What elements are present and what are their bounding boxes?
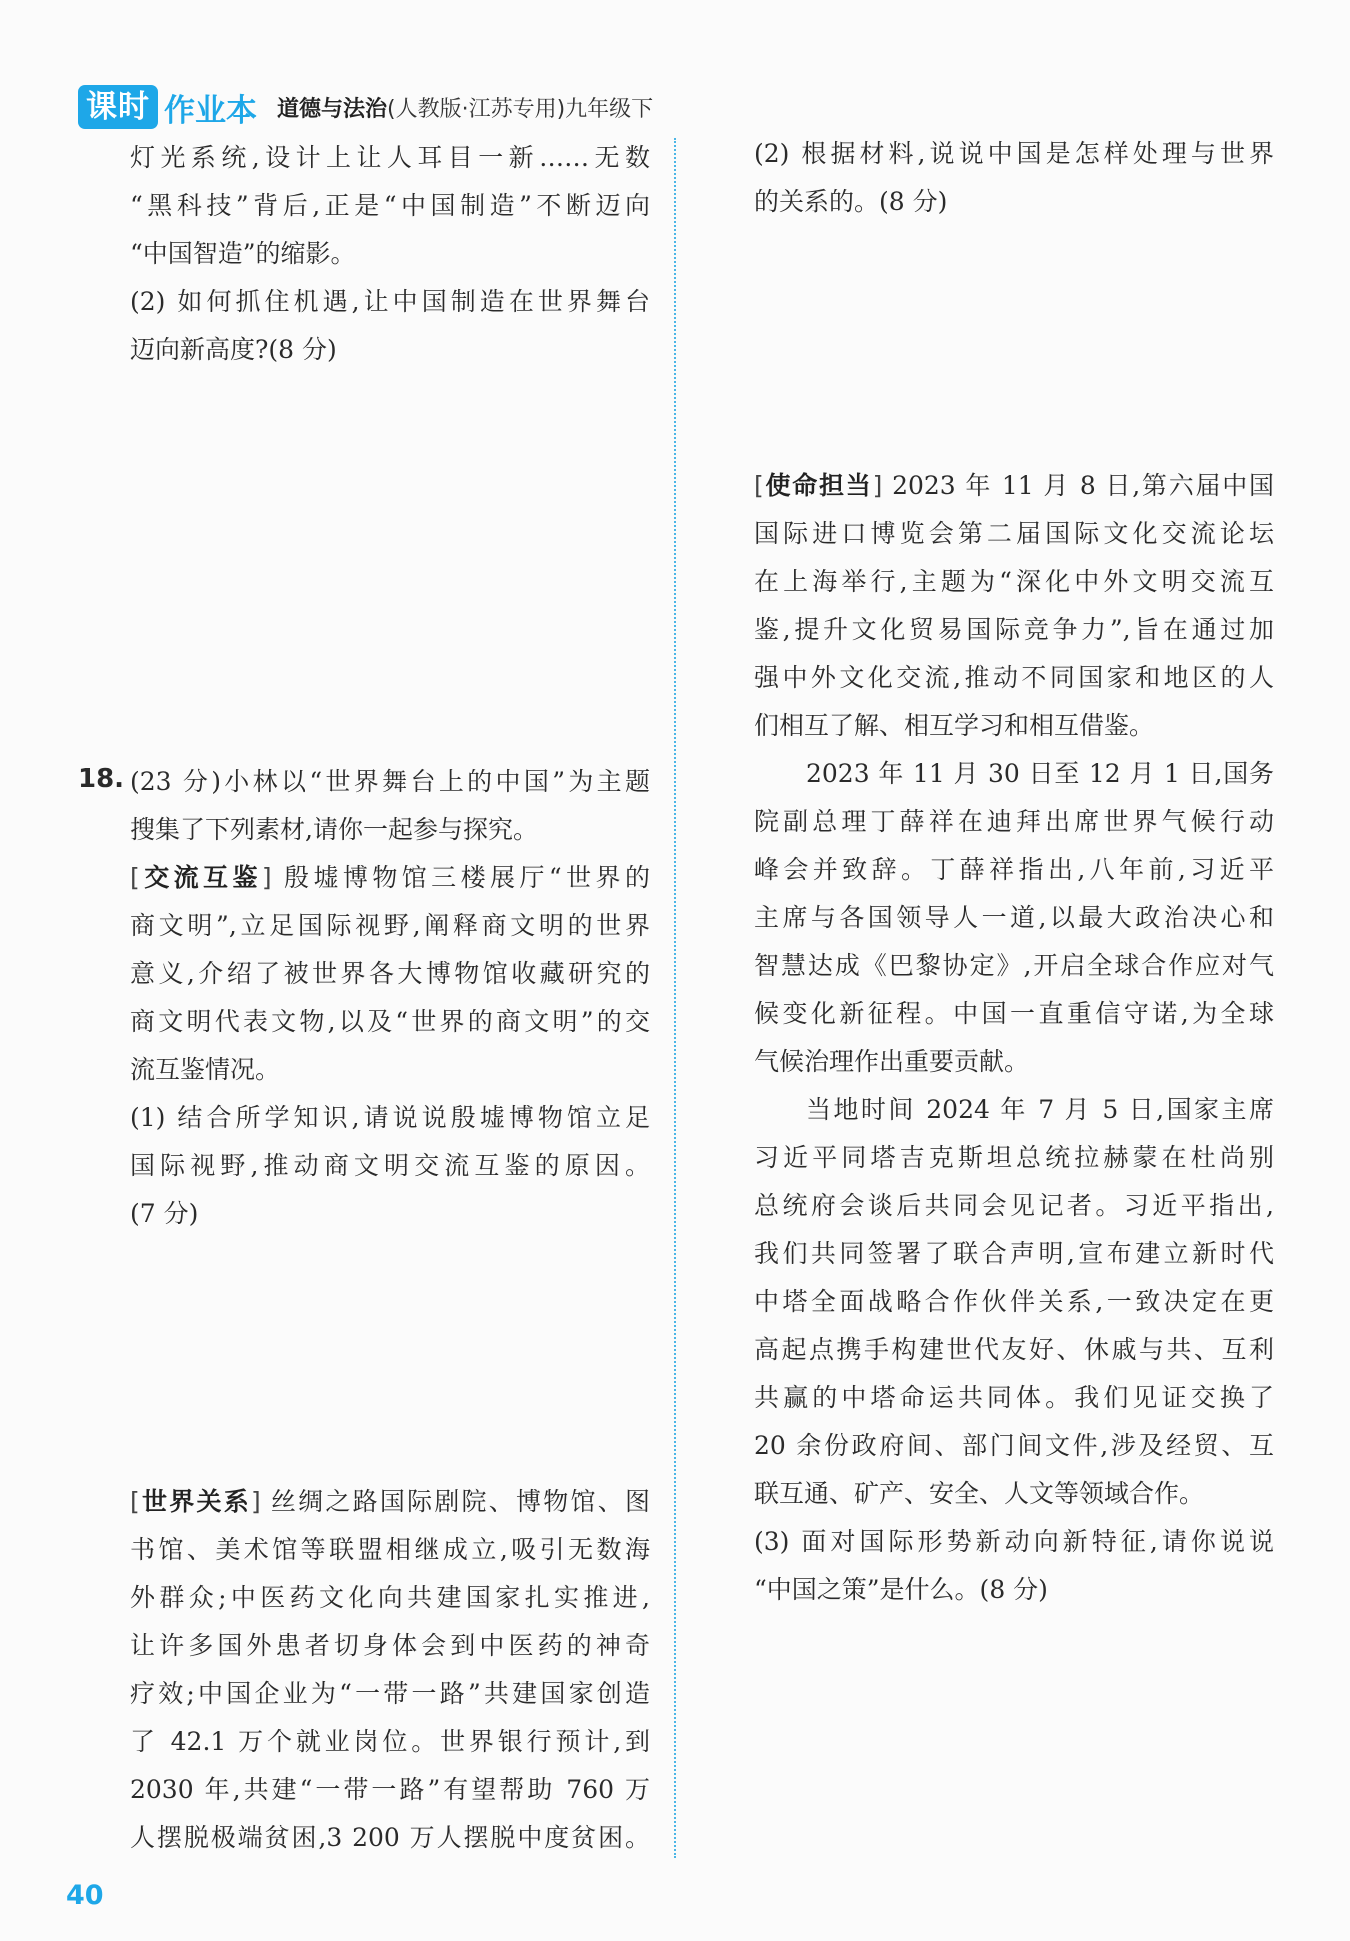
text-line: 国际进口博览会第二届国际文化交流论坛 bbox=[754, 519, 1274, 548]
text-line: 院副总理丁薛祥在迪拜出席世界气候行动 bbox=[754, 807, 1274, 836]
text-line: 让许多国外患者切身体会到中医药的神奇 bbox=[130, 1631, 650, 1660]
material-tag: 交流互鉴 bbox=[139, 863, 262, 892]
question-line: (7 分) bbox=[130, 1199, 199, 1228]
text-line: 峰会并致辞。丁薛祥指出,八年前,习近平 bbox=[754, 855, 1274, 884]
text-line: 习近平同塔吉克斯坦总统拉赫蒙在杜尚别 bbox=[754, 1143, 1274, 1172]
text-line: 智慧达成《巴黎协定》,开启全球合作应对气 bbox=[754, 951, 1274, 980]
question-line: (2) 如何抓住机遇,让中国制造在世界舞台 bbox=[130, 287, 650, 316]
text-line: (23 分)小林以“世界舞台上的中国”为主题 bbox=[130, 767, 650, 796]
exchange-material bbox=[130, 854, 650, 1238]
text-line: 联互通、矿产、安全、人文等领域合作。 bbox=[754, 1479, 1205, 1508]
text-line: 流互鉴情况。 bbox=[130, 1055, 281, 1084]
text-line: 意义,介绍了被世界各大博物馆收藏研究的 bbox=[130, 959, 650, 988]
text-line: 气候治理作出重要贡献。 bbox=[754, 1047, 1030, 1076]
text-line: [交流互鉴] 殷墟博物馆三楼展厅“世界的 bbox=[130, 863, 650, 892]
text-line: 灯光系统,设计上让人耳目一新……无数 bbox=[130, 143, 650, 172]
text-line: 了 42.1 万个就业岗位。世界银行预计,到 bbox=[130, 1727, 650, 1756]
text-line: 2023 年 11 月 30 日至 12 月 1 日,国务 bbox=[806, 759, 1274, 788]
question-line: (2) 根据材料,说说中国是怎样处理与世界 bbox=[754, 139, 1274, 168]
question-line: “中国之策”是什么。(8 分) bbox=[754, 1575, 1048, 1604]
text-line: 主席与各国领导人一道,以最大政治决心和 bbox=[754, 903, 1274, 932]
text-line: 共赢的中塔命运共同体。我们见证交换了 bbox=[754, 1383, 1274, 1412]
question-line: 的关系的。(8 分) bbox=[754, 187, 948, 216]
text-line: [世界关系] 丝绸之路国际剧院、博物馆、图 bbox=[130, 1487, 650, 1516]
text-line: 们相互了解、相互学习和相互借鉴。 bbox=[754, 711, 1155, 740]
question-line: 迈向新高度?(8 分) bbox=[130, 335, 337, 364]
text-line: 总统府会谈后共同会见记者。习近平指出, bbox=[754, 1191, 1274, 1220]
text-line: 商文明”,立足国际视野,阐释商文明的世界 bbox=[130, 911, 650, 940]
right-q2 bbox=[754, 130, 1274, 226]
question-line: (1) 结合所学知识,请说说殷墟博物馆立足 bbox=[130, 1103, 650, 1132]
text-line: 2030 年,共建“一带一路”有望帮助 760 万 bbox=[130, 1775, 650, 1804]
header-subject: 道德与法治 bbox=[277, 96, 388, 122]
text-line: 鉴,提升文化贸易国际竞争力”,旨在通过加 bbox=[754, 615, 1274, 644]
text-line: 当地时间 2024 年 7 月 5 日,国家主席 bbox=[806, 1095, 1274, 1124]
world-relations-material bbox=[130, 1478, 650, 1862]
text-line: 搜集了下列素材,请你一起参与探究。 bbox=[130, 815, 538, 844]
brand-logo-badge: 课时 bbox=[78, 85, 158, 129]
column-divider bbox=[674, 138, 676, 1858]
text-line: 书馆、美术馆等联盟相继成立,吸引无数海 bbox=[130, 1535, 650, 1564]
material-tag: 使命担当 bbox=[763, 471, 873, 500]
q18-intro bbox=[130, 758, 650, 854]
material-tag: 世界关系 bbox=[139, 1487, 251, 1516]
text-line: 高起点携手构建世代友好、休戚与共、互利 bbox=[754, 1335, 1274, 1364]
text-line: 外群众;中医药文化向共建国家扎实推进, bbox=[130, 1583, 650, 1612]
text-line: “黑科技”背后,正是“中国制造”不断迈向 bbox=[130, 191, 650, 220]
question-line: (3) 面对国际形势新动向新特征,请你说说 bbox=[754, 1527, 1274, 1556]
text-line: 在上海举行,主题为“深化中外文明交流互 bbox=[754, 567, 1274, 596]
text-line: 候变化新征程。中国一直重信守诺,为全球 bbox=[754, 999, 1274, 1028]
text-line: “中国智造”的缩影。 bbox=[130, 239, 356, 268]
page-header bbox=[78, 84, 653, 130]
text-line: 人摆脱极端贫困,3 200 万人摆脱中度贫困。 bbox=[130, 1823, 650, 1852]
brand-logo-word: 作业本 bbox=[164, 92, 257, 129]
left-top-passage bbox=[130, 134, 650, 374]
text-line: 我们共同签署了联合声明,宣布建立新时代 bbox=[754, 1239, 1274, 1268]
text-line: 疗效;中国企业为“一带一路”共建国家创造 bbox=[130, 1679, 650, 1708]
text-line: 强中外文化交流,推动不同国家和地区的人 bbox=[754, 663, 1274, 692]
text-line: [使命担当] 2023 年 11 月 8 日,第六届中国 bbox=[754, 471, 1274, 500]
text-line: 20 余份政府间、部门间文件,涉及经贸、互 bbox=[754, 1431, 1274, 1460]
page-number: 40 bbox=[66, 1880, 104, 1911]
question-number: 18. bbox=[78, 764, 125, 794]
question-line: 国际视野,推动商文明交流互鉴的原因。 bbox=[130, 1151, 650, 1180]
mission-material bbox=[754, 462, 1274, 1614]
header-edition: (人教版·江苏专用)九年级下 bbox=[387, 96, 654, 122]
text-line: 中塔全面战略合作伙伴关系,一致决定在更 bbox=[754, 1287, 1274, 1316]
text-line: 商文明代表文物,以及“世界的商文明”的交 bbox=[130, 1007, 650, 1036]
